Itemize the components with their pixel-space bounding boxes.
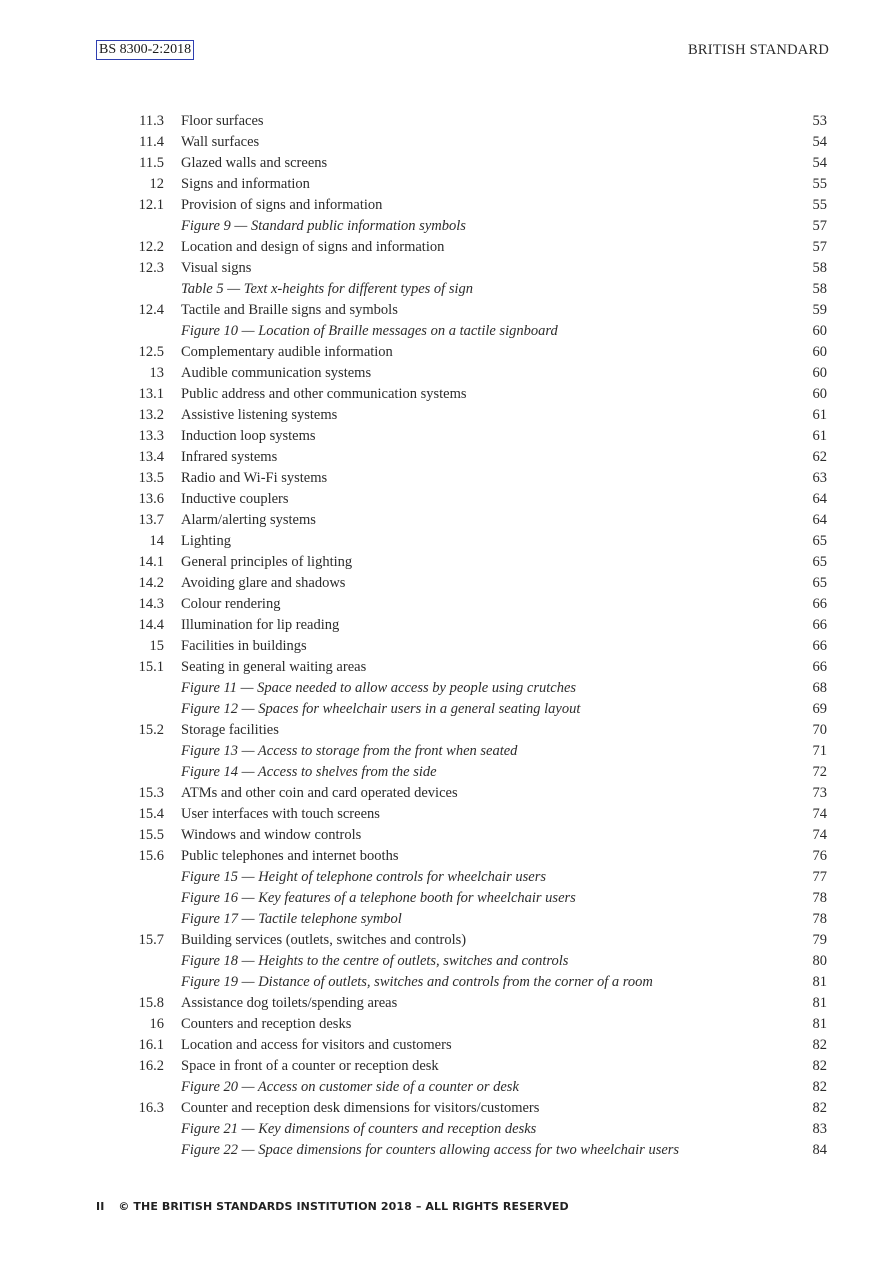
toc-entry-title: Assistance dog toilets/spending areas	[181, 995, 398, 1011]
toc-entry-page: 63	[812, 470, 827, 486]
toc-entry[interactable]	[96, 1098, 829, 1119]
toc-entry-number: 15.4	[138, 806, 164, 822]
toc-entry-title: Alarm/alerting systems	[181, 512, 316, 528]
toc-entry-page: 54	[812, 155, 827, 171]
toc-entry-title: User interfaces with touch screens	[181, 806, 380, 822]
toc-entry-page: 78	[812, 890, 827, 906]
toc-entry-number: 12.5	[138, 344, 164, 360]
toc-entry-page: 68	[812, 680, 827, 696]
toc-entry-title: Tactile and Braille signs and symbols	[181, 302, 398, 318]
toc-entry[interactable]	[96, 1014, 829, 1035]
toc-figure-entry[interactable]	[96, 279, 829, 300]
toc-entry-number: 16.3	[138, 1100, 164, 1116]
toc-entry-number: 12.2	[138, 239, 164, 255]
toc-entry-page: 72	[812, 764, 827, 780]
toc-entry-page: 66	[812, 617, 827, 633]
toc-entry-title: Induction loop systems	[181, 428, 316, 444]
toc-entry-title: Building services (outlets, switches and controls)	[181, 932, 467, 948]
toc-entry-number: 11.3	[139, 113, 164, 129]
toc-entry-title: Figure 10 — Location of Braille messages on a tactile signboard	[181, 323, 558, 339]
toc-entry-title: Figure 13 — Access to storage from the front when seated	[181, 743, 518, 759]
toc-figure-entry[interactable]	[96, 909, 829, 930]
toc-entry[interactable]	[96, 405, 829, 426]
toc-entry[interactable]	[96, 720, 829, 741]
toc-entry-page: 82	[812, 1037, 827, 1053]
toc-entry-page: 71	[812, 743, 827, 759]
toc-entry[interactable]	[96, 195, 829, 216]
toc-entry-page: 77	[812, 869, 827, 885]
toc-entry-number: 12.1	[138, 197, 164, 213]
toc-entry-title: Figure 20 — Access on customer side of a counter or desk	[181, 1079, 519, 1095]
toc-entry-number: 11.5	[139, 155, 164, 171]
toc-entry[interactable]	[96, 237, 829, 258]
toc-entry-title: Infrared systems	[181, 449, 278, 465]
toc-entry[interactable]	[96, 594, 829, 615]
toc-entry-page: 73	[812, 785, 827, 801]
toc-entry-title: Figure 16 — Key features of a telephone booth for wheelchair users	[181, 890, 576, 906]
toc-entry[interactable]	[96, 552, 829, 573]
toc-entry-title: Complementary audible information	[181, 344, 393, 360]
toc-entry-page: 78	[812, 911, 827, 927]
toc-entry-title: ATMs and other coin and card operated devices	[181, 785, 458, 801]
toc-figure-entry[interactable]	[96, 972, 829, 993]
toc-entry-title: Provision of signs and information	[181, 197, 383, 213]
toc-entry-number: 14	[149, 533, 164, 549]
toc-entry-page: 60	[812, 323, 827, 339]
toc-entry-page: 54	[812, 134, 827, 150]
toc-figure-entry[interactable]	[96, 1119, 829, 1140]
footer-copyright: © THE BRITISH STANDARDS INSTITUTION 2018 – ALL RIGHTS RESERVED	[118, 1200, 569, 1213]
toc-entry-page: 70	[812, 722, 827, 738]
toc-entry-page: 84	[812, 1142, 827, 1158]
toc-entry-title: Floor surfaces	[181, 113, 264, 129]
toc-entry-page: 69	[812, 701, 827, 717]
toc-entry-number: 12.4	[138, 302, 164, 318]
toc-entry-number: 13.3	[138, 428, 164, 444]
toc-entry-title: Figure 11 — Space needed to allow access by people using crutches	[181, 680, 577, 696]
toc-entry[interactable]	[96, 132, 829, 153]
toc-entry-page: 66	[812, 596, 827, 612]
toc-entry[interactable]	[96, 825, 829, 846]
toc-entry-number: 13.5	[138, 470, 164, 486]
toc-entry-title: Location and access for visitors and customers	[181, 1037, 452, 1053]
toc-entry-page: 83	[812, 1121, 827, 1137]
running-header-title: BRITISH STANDARD	[687, 42, 829, 58]
toc-entry-title: Lighting	[181, 533, 231, 549]
toc-entry-number: 15.6	[138, 848, 164, 864]
toc-entry-number: 15.2	[138, 722, 164, 738]
toc-entry-number: 15	[149, 638, 164, 654]
toc-entry[interactable]	[96, 993, 829, 1014]
toc-entry[interactable]	[96, 426, 829, 447]
toc-entry-page: 65	[812, 554, 827, 570]
toc-figure-entry[interactable]	[96, 678, 829, 699]
toc-entry[interactable]	[96, 1056, 829, 1077]
toc-entry-number: 15.7	[138, 932, 164, 948]
toc-entry[interactable]	[96, 363, 829, 384]
toc-entry[interactable]	[96, 783, 829, 804]
toc-entry-page: 82	[812, 1079, 827, 1095]
toc-entry-page: 53	[812, 113, 827, 129]
toc-entry-page: 58	[812, 281, 827, 297]
toc-entry-number: 16.2	[138, 1058, 164, 1074]
toc-entry[interactable]	[96, 258, 829, 279]
toc-entry-title: Figure 17 — Tactile telephone symbol	[181, 911, 402, 927]
toc-entry-number: 12	[149, 176, 164, 192]
toc-entry-page: 74	[812, 827, 827, 843]
toc-entry[interactable]	[96, 510, 829, 531]
toc-entry-title: Figure 14 — Access to shelves from the side	[181, 764, 437, 780]
toc-entry-page: 61	[812, 428, 827, 444]
toc-figure-entry[interactable]	[96, 699, 829, 720]
toc-entry[interactable]	[96, 636, 829, 657]
toc-entry-title: Counters and reception desks	[181, 1016, 352, 1032]
toc-entry-page: 60	[812, 344, 827, 360]
toc-entry-number: 14.1	[138, 554, 164, 570]
toc-entry-title: Space in front of a counter or reception desk	[181, 1058, 439, 1074]
footer-page-number: II	[96, 1200, 105, 1213]
toc-entry[interactable]	[96, 174, 829, 195]
toc-entry-number: 12.3	[138, 260, 164, 276]
toc-entry-page: 66	[812, 659, 827, 675]
toc-entry-title: Illumination for lip reading	[181, 617, 340, 633]
toc-entry-number: 15.3	[138, 785, 164, 801]
toc-entry-title: Seating in general waiting areas	[181, 659, 367, 675]
toc-entry-title: Figure 21 — Key dimensions of counters and reception desks	[181, 1121, 537, 1137]
toc-entry-title: Signs and information	[181, 176, 310, 192]
toc-entry-page: 61	[812, 407, 827, 423]
toc-entry-title: Figure 22 — Space dimensions for counters allowing access for two wheelchair users	[181, 1142, 680, 1158]
toc-entry-page: 60	[812, 365, 827, 381]
toc-entry-number: 13.6	[138, 491, 164, 507]
toc-entry-number: 13.1	[138, 386, 164, 402]
toc-entry-number: 13.4	[138, 449, 164, 465]
toc-entry[interactable]	[96, 342, 829, 363]
toc-entry-title: Figure 12 — Spaces for wheelchair users in a general seating layout	[181, 701, 581, 717]
toc-entry[interactable]	[96, 804, 829, 825]
toc-entry-page: 65	[812, 575, 827, 591]
toc-entry-title: Public address and other communication systems	[181, 386, 467, 402]
toc-entry-number: 16.1	[138, 1037, 164, 1053]
toc-entry-page: 64	[812, 512, 827, 528]
toc-figure-entry[interactable]	[96, 216, 829, 237]
toc-entry-title: Radio and Wi-Fi systems	[181, 470, 328, 486]
toc-entry-title: Figure 9 — Standard public information symbols	[181, 218, 466, 234]
toc-entry[interactable]	[96, 615, 829, 636]
toc-entry-title: General principles of lighting	[181, 554, 353, 570]
toc-entry-page: 65	[812, 533, 827, 549]
toc-entry-title: Counter and reception desk dimensions for visitors/customers	[181, 1100, 540, 1116]
toc-entry[interactable]	[96, 846, 829, 867]
toc-entry-title: Figure 19 — Distance of outlets, switches and controls from the corner of a room	[181, 974, 653, 990]
toc-entry-page: 60	[812, 386, 827, 402]
toc-entry-number: 15.5	[138, 827, 164, 843]
toc-entry-page: 81	[812, 1016, 827, 1032]
page-footer	[96, 1200, 569, 1213]
toc-entry-title: Figure 18 — Heights to the centre of outlets, switches and controls	[181, 953, 569, 969]
toc-entry-page: 82	[812, 1058, 827, 1074]
toc-entry-page: 57	[812, 218, 827, 234]
toc-entry[interactable]	[96, 447, 829, 468]
toc-entry-title: Storage facilities	[181, 722, 279, 738]
toc-entry-number: 15.8	[138, 995, 164, 1011]
toc-entry-title: Table 5 — Text x-heights for different types of sign	[181, 281, 474, 297]
toc-entry-title: Audible communication systems	[181, 365, 372, 381]
toc-entry-page: 66	[812, 638, 827, 654]
toc-figure-entry[interactable]	[96, 741, 829, 762]
toc-entry-number: 15.1	[138, 659, 164, 675]
toc-entry[interactable]	[96, 153, 829, 174]
toc-entry-number: 16	[149, 1016, 164, 1032]
toc-entry-page: 57	[812, 239, 827, 255]
toc-entry-page: 58	[812, 260, 827, 276]
toc-entry-title: Facilities in buildings	[181, 638, 307, 654]
document-reference-link[interactable]: BS 8300-2:2018	[96, 40, 194, 60]
toc-entry-page: 80	[812, 953, 827, 969]
toc-entry-page: 82	[812, 1100, 827, 1116]
toc-entry[interactable]	[96, 489, 829, 510]
toc-entry-number: 14.4	[138, 617, 164, 633]
toc-entry[interactable]	[96, 111, 829, 132]
toc-figure-entry[interactable]	[96, 1077, 829, 1098]
toc-entry[interactable]	[96, 300, 829, 321]
toc-entry-title: Windows and window controls	[181, 827, 362, 843]
toc-entry-page: 74	[812, 806, 827, 822]
toc-entry-page: 59	[812, 302, 827, 318]
toc-entry[interactable]	[96, 531, 829, 552]
toc-entry-page: 81	[812, 974, 827, 990]
toc-entry-title: Inductive couplers	[181, 491, 289, 507]
toc-entry[interactable]	[96, 573, 829, 594]
toc-figure-entry[interactable]	[96, 762, 829, 783]
toc-entry-page: 62	[812, 449, 827, 465]
toc-entry[interactable]	[96, 468, 829, 489]
toc-entry-title: Public telephones and internet booths	[181, 848, 399, 864]
toc-entry-title: Colour rendering	[181, 596, 281, 612]
table-of-contents	[96, 111, 829, 1161]
toc-entry-page: 55	[812, 176, 827, 192]
toc-entry-page: 64	[812, 491, 827, 507]
toc-entry-title: Assistive listening systems	[181, 407, 338, 423]
toc-figure-entry[interactable]	[96, 867, 829, 888]
toc-entry-page: 79	[812, 932, 827, 948]
toc-entry-page: 55	[812, 197, 827, 213]
toc-entry-page: 76	[812, 848, 827, 864]
toc-entry-number: 14.3	[138, 596, 164, 612]
toc-figure-entry[interactable]	[96, 321, 829, 342]
toc-entry-number: 13.2	[138, 407, 164, 423]
toc-entry[interactable]	[96, 930, 829, 951]
toc-entry-title: Glazed walls and screens	[181, 155, 328, 171]
toc-entry-title: Visual signs	[181, 260, 252, 276]
toc-figure-entry[interactable]	[96, 951, 829, 972]
toc-entry-page: 81	[812, 995, 827, 1011]
toc-entry-title: Figure 15 — Height of telephone controls for wheelchair users	[181, 869, 547, 885]
toc-entry[interactable]	[96, 1035, 829, 1056]
toc-entry-number: 13	[149, 365, 164, 381]
toc-entry-number: 11.4	[139, 134, 164, 150]
toc-entry-title: Wall surfaces	[181, 134, 260, 150]
toc-figure-entry[interactable]	[96, 1140, 829, 1161]
toc-entry[interactable]	[96, 384, 829, 405]
toc-entry-title: Avoiding glare and shadows	[181, 575, 346, 591]
toc-entry-number: 14.2	[138, 575, 164, 591]
toc-entry[interactable]	[96, 657, 829, 678]
toc-entry-title: Location and design of signs and information	[181, 239, 445, 255]
toc-entry-number: 13.7	[138, 512, 164, 528]
toc-figure-entry[interactable]	[96, 888, 829, 909]
